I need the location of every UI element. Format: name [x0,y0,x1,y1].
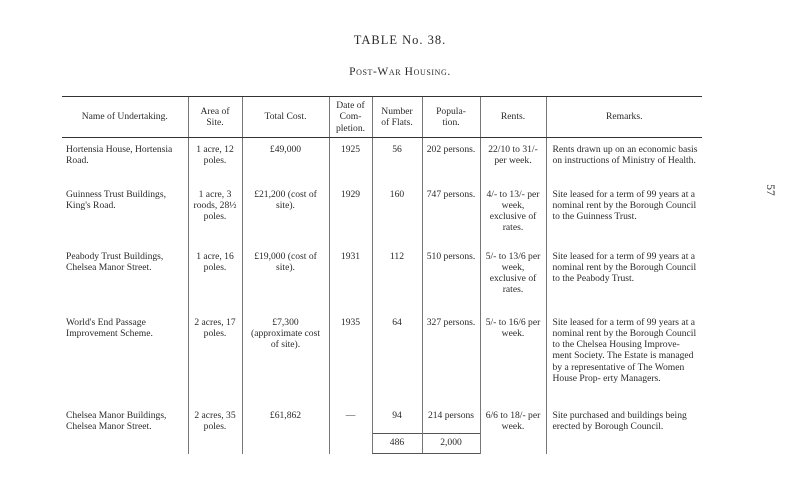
table-row [62,245,702,311]
col-header-name: Name of Undertaking. [62,97,188,138]
cell-flats: 112 [372,245,422,311]
cell-cost: £19,000 (cost of site). [242,245,329,311]
cell-date: — [329,404,372,434]
table-row [62,183,702,245]
cell-name: World's End Passage Improvement Scheme. [66,316,153,339]
cell-population: 327 persons. [422,311,480,404]
cell-area: 1 acre, 16 poles. [188,245,242,311]
cell-cost: £61,862 [242,404,329,434]
cell-rents: 22/10 to 31/- per week. [480,138,546,183]
cell-date: 1925 [329,138,372,183]
cell-area: 1 acre, 12 poles. [188,138,242,183]
cell-flats: 160 [372,183,422,245]
cell-remarks: Site leased for a term of 99 years at a nominal rent by the Borough Council to the Chelsea Housing Improve- ment Society. The Estate is managed by a representative of The Women House Prop- erty Managers. [546,311,702,404]
cell-date: 1931 [329,245,372,311]
cell-date: 1935 [329,311,372,404]
cell-population: 510 persons. [422,245,480,311]
table-row [62,404,702,434]
table-row [62,138,702,183]
total-flats: 486 [372,434,422,454]
empty-cell [329,434,372,454]
table-title: TABLE No. 38. [353,33,447,47]
cell-flats: 56 [372,138,422,183]
col-header-population: Popula- tion. [422,97,480,138]
cell-rents: 4/- to 13/- per week, exclusive of rates. [480,183,546,245]
cell-remarks: Rents drawn up on an economic basis on instructions of Ministry of Health. [546,138,702,183]
cell-remarks: Site purchased and buildings being erected by Borough Council. [546,404,702,454]
cell-flats: 94 [372,404,422,434]
cell-flats: 64 [372,311,422,404]
cell-rents: 5/- to 16/6 per week. [480,311,546,404]
col-header-area: Area of Site. [188,97,242,138]
cell-population: 747 persons. [422,183,480,245]
cell-name: Peabody Trust Buildings, Chelsea Manor Street. [66,250,164,273]
total-population: 2,000 [422,434,480,454]
cell-rents: 5/- to 13/6 per week, exclusive of rates. [480,245,546,311]
cell-area: 2 acres, 35 poles. [188,404,242,434]
cell-cost: £7,300 (approximate cost of site). [242,311,329,404]
cell-remarks: Site leased for a term of 99 years at a nominal rent by the Borough Council to the Guinness Trust. [546,183,702,245]
cell-population: 202 persons. [422,138,480,183]
housing-table [62,96,702,454]
cell-name: Chelsea Manor Buildings, Chelsea Manor Street. [66,409,167,432]
table-subtitle: Post-War Housing. [349,66,451,78]
header-row [62,97,702,138]
col-header-cost: Total Cost. [242,97,329,138]
cell-cost: £21,200 (cost of site). [242,183,329,245]
col-header-date: Date of Com- pletion. [329,97,372,138]
empty-cell [62,434,188,454]
cell-name: Guinness Trust Buildings, King's Road. [66,188,166,211]
empty-cell [188,434,242,454]
cell-remarks: Site leased for a term of 99 years at a nominal rent by the Borough Council to the Peabody Trust. [546,245,702,311]
col-header-remarks: Remarks. [546,97,702,138]
cell-area: 2 acres, 17 poles. [188,311,242,404]
cell-rents: 6/6 to 18/- per week. [480,404,546,454]
cell-cost: £49,000 [242,138,329,183]
col-header-rents: Rents. [480,97,546,138]
page-number: 57 [763,184,776,196]
cell-name: Hortensia House, Hortensia Road. [66,144,173,167]
cell-date: 1929 [329,183,372,245]
cell-area: 1 acre, 3 roods, 28½ poles. [188,183,242,245]
col-header-flats: Number of Flats. [372,97,422,138]
cell-population: 214 persons [422,404,480,434]
empty-cell [242,434,329,454]
table-row [62,311,702,404]
